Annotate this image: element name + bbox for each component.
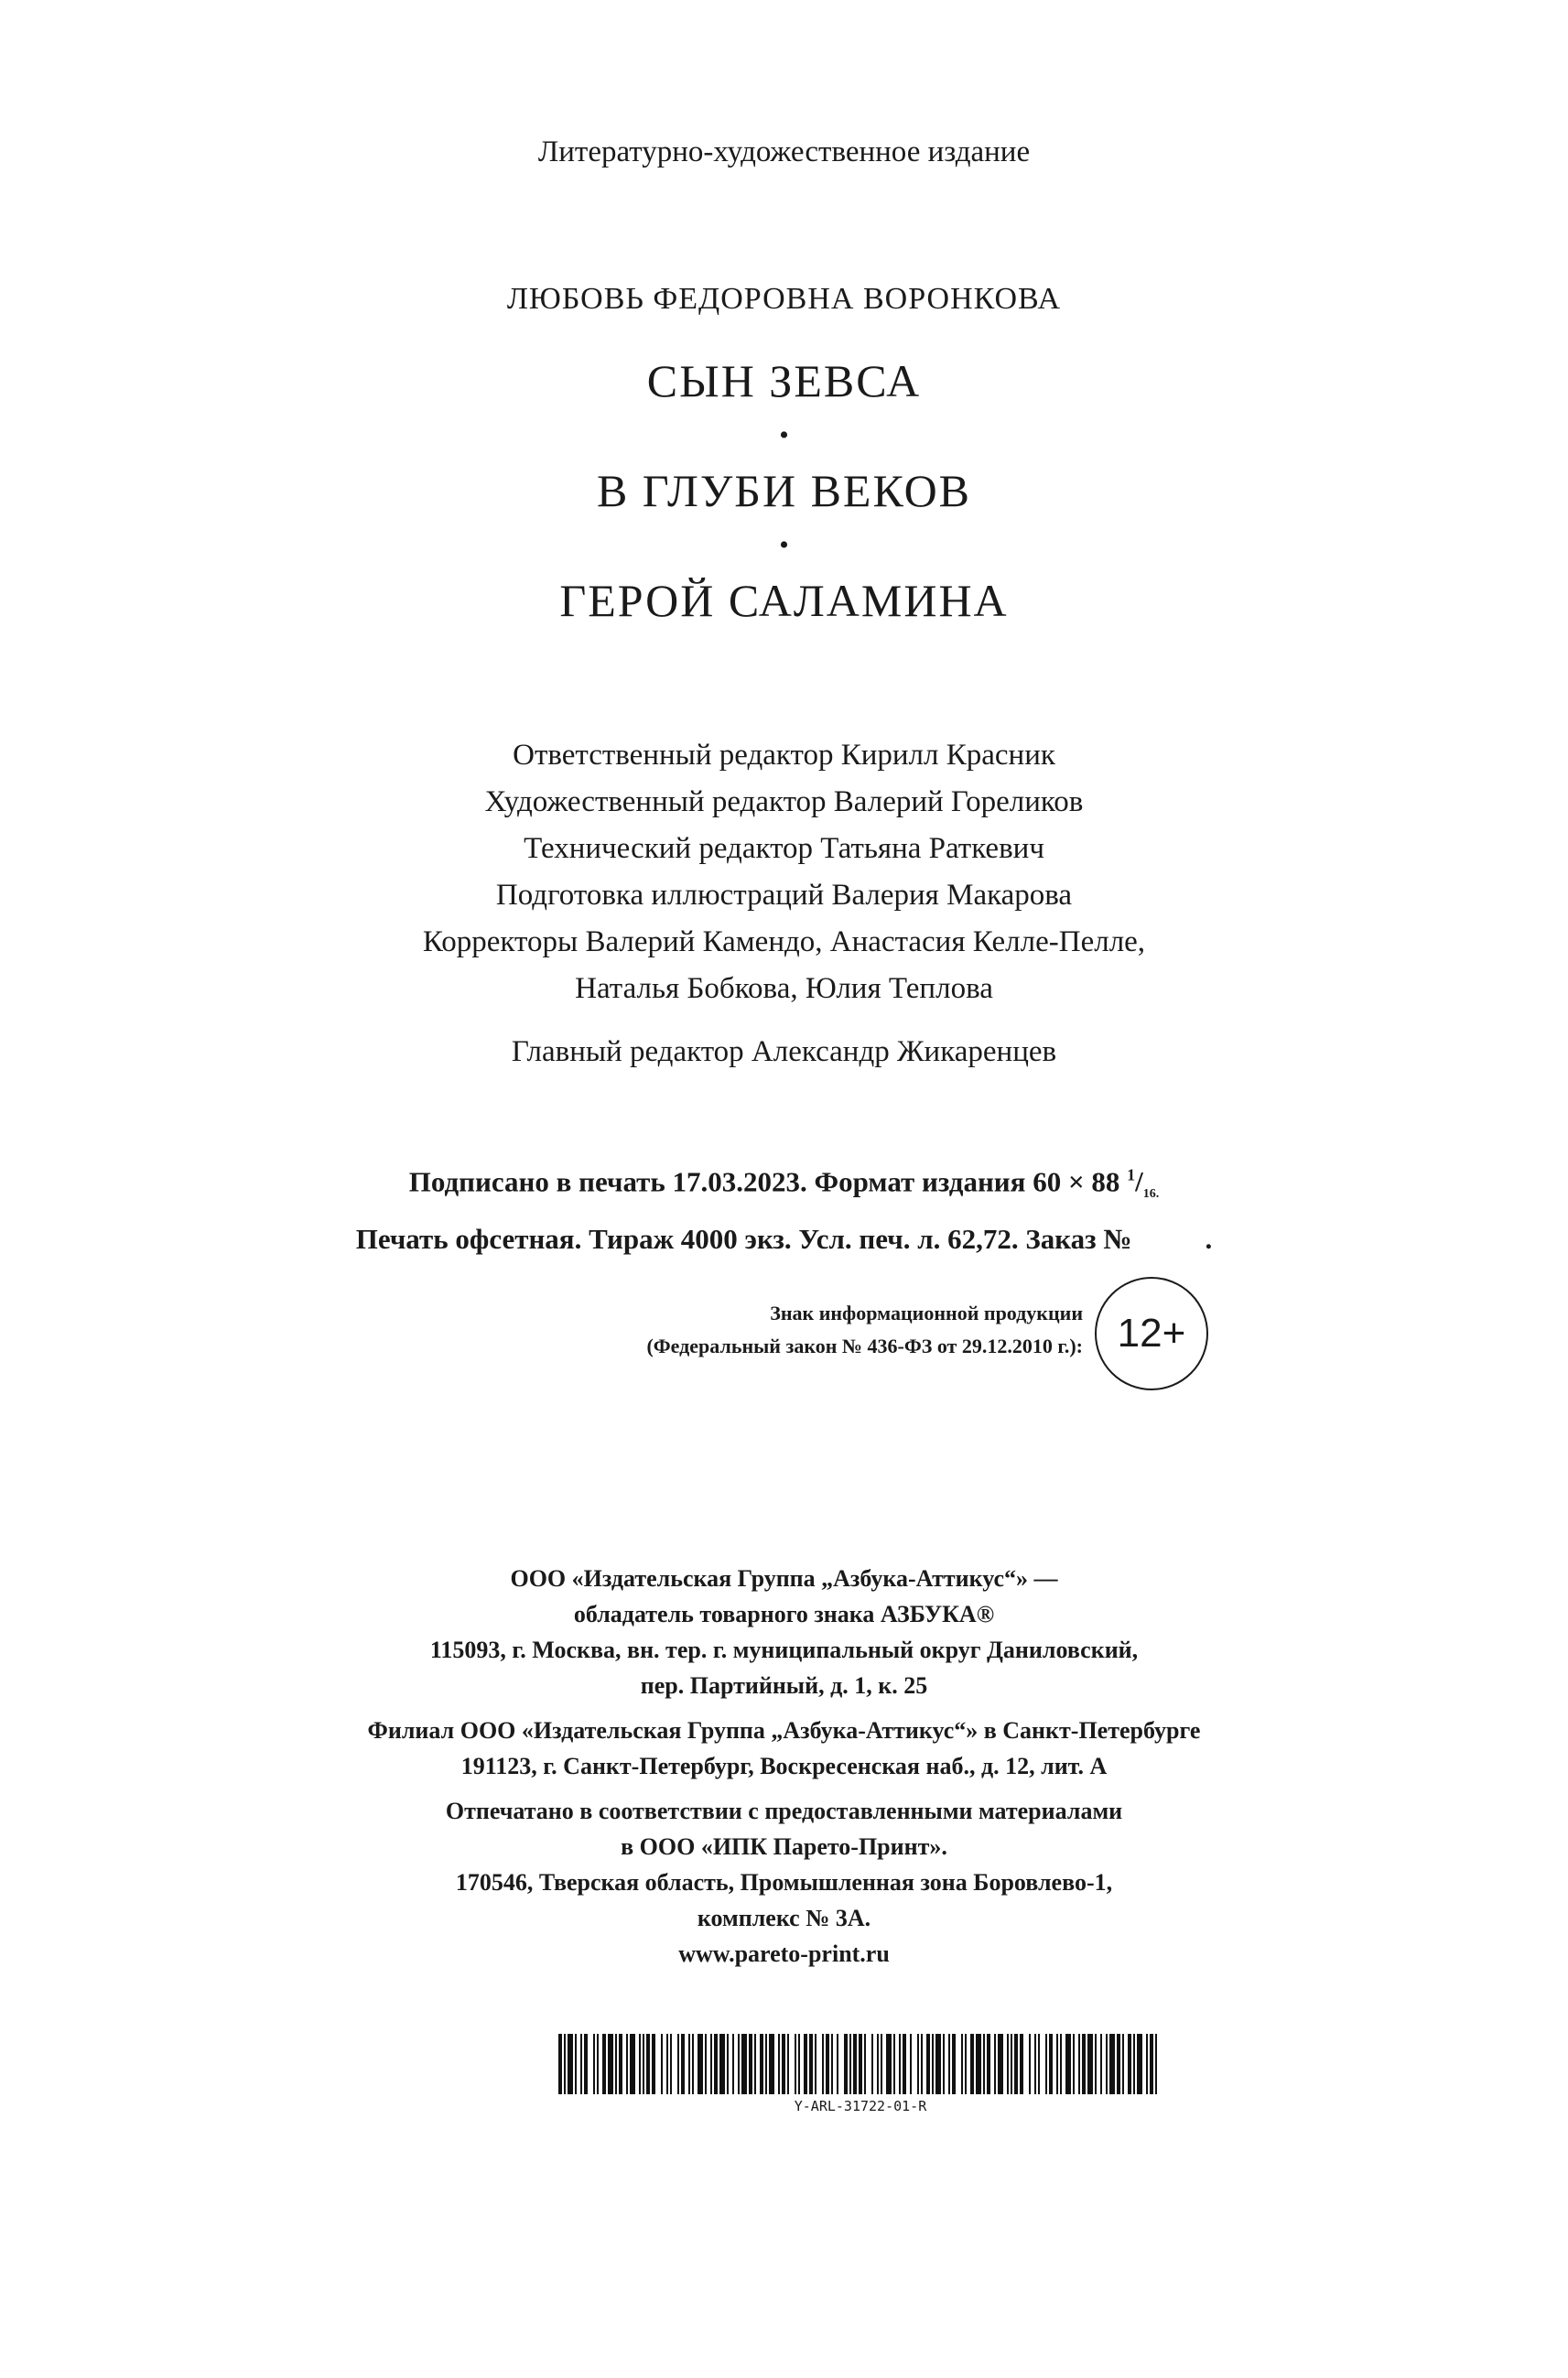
barcode-bar <box>1020 2034 1023 2094</box>
barcode-bar <box>864 2034 866 2094</box>
format-fraction: $^1/_{16.}$ <box>1127 1165 1160 1202</box>
barcode-bar <box>826 2034 829 2094</box>
barcode-bar <box>681 2034 685 2094</box>
barcode-bar <box>983 2034 985 2094</box>
barcode-bar <box>998 2034 1003 2094</box>
barcode-bar <box>853 2034 857 2094</box>
barcode-bar <box>1029 2034 1031 2094</box>
barcode-bar <box>643 2034 644 2094</box>
barcode-bar <box>903 2034 906 2094</box>
barcode-bar <box>1049 2034 1053 2094</box>
barcode-bar <box>666 2034 668 2094</box>
barcode-bar <box>602 2034 606 2094</box>
barcode-bar <box>970 2034 974 2094</box>
illustrations-credit: Подготовка иллюстраций Валерия Макарова <box>495 879 1073 912</box>
barcode-bar <box>782 2034 785 2094</box>
printer-address-1: 170546, Тверская область, Промышленная зона Боровлево-1, <box>455 1869 1113 1896</box>
titles-block <box>0 348 1568 633</box>
print-info-line-2-text: Печать офсетная. Тираж 4000 экз. Усл. печ. л. 62,72. Заказ № <box>355 1222 1132 1255</box>
executive-editor: Ответственный редактор Кирилл Красник <box>513 739 1055 772</box>
barcode-bar <box>738 2034 740 2094</box>
barcode-bar <box>1128 2034 1131 2094</box>
barcode-bar <box>1137 2034 1142 2094</box>
barcode-bar <box>639 2034 641 2094</box>
print-info <box>0 1153 1568 1261</box>
chief-editor: Главный редактор Александр Жикаренцев <box>511 1035 1057 1068</box>
barcode-bar <box>1060 2034 1062 2094</box>
barcode-bar <box>646 2034 650 2094</box>
barcode-bar <box>741 2034 747 2094</box>
barcode-bar <box>859 2034 862 2094</box>
book-title-1: СЫН ЗЕВСА <box>646 355 922 406</box>
barcode-bar <box>1011 2034 1012 2094</box>
barcode-bar <box>877 2034 879 2094</box>
printer-website: www.pareto-print.ru <box>678 1940 890 1967</box>
technical-editor: Технический редактор Татьяна Раткевич <box>524 832 1044 865</box>
barcode-bar <box>952 2034 956 2094</box>
title-separator-2: • <box>779 530 789 560</box>
printer-address-2: комплекс № 3А. <box>697 1905 871 1931</box>
print-info-line-2-end: . <box>1205 1222 1213 1255</box>
barcode-bar <box>697 2034 703 2094</box>
barcode-bar <box>754 2034 756 2094</box>
publisher-line-2: обладатель товарного знака АЗБУКА® <box>573 1601 995 1627</box>
barcode-bar <box>1056 2034 1058 2094</box>
author-name: ЛЮБОВЬ ФЕДОРОВНА ВОРОНКОВА <box>506 282 1062 316</box>
barcode-bar <box>935 2034 941 2094</box>
barcode-bar <box>608 2034 613 2094</box>
barcode-bar <box>688 2034 690 2094</box>
barcode-bar <box>1087 2034 1093 2094</box>
barcode-bar <box>580 2034 582 2094</box>
barcode-bar <box>692 2034 694 2094</box>
age-rating-block <box>0 1277 1568 1396</box>
barcode-bar <box>1122 2034 1124 2094</box>
print-info-line-2 <box>0 1217 1568 1261</box>
barcode-bar <box>804 2034 807 2094</box>
barcode-bar <box>932 2034 934 2094</box>
barcode-bar <box>652 2034 655 2094</box>
correctors-line-1: Корректоры Валерий Камендо, Анастасия Келле-Пелле, <box>422 925 1146 958</box>
barcode-bar <box>1034 2034 1036 2094</box>
title-separator-1: • <box>779 420 789 450</box>
barcode-bar <box>670 2034 672 2094</box>
barcode-bar <box>1109 2034 1115 2094</box>
barcode-bar <box>1146 2034 1148 2094</box>
publisher-line-1: ООО «Издательская Группа „Азбука-Аттикус“» — <box>510 1565 1058 1592</box>
barcode-bar <box>910 2034 912 2094</box>
barcode-bar <box>798 2034 800 2094</box>
barcode-bar <box>710 2034 712 2094</box>
barcode-bar <box>965 2034 967 2094</box>
barcode-bar <box>619 2034 622 2094</box>
barcode-bar <box>1100 2034 1102 2094</box>
book-title-3: ГЕРОЙ САЛАМИНА <box>559 575 1009 626</box>
art-editor: Художественный редактор Валерий Гореликов <box>484 785 1084 818</box>
barcode-bar <box>849 2034 851 2094</box>
barcode-bar <box>705 2034 707 2094</box>
barcode-bar <box>837 2034 838 2094</box>
fraction-numerator: 1 <box>1127 1166 1136 1184</box>
print-info-line-1-text: Подписано в печать 17.03.2023. Формат издания 60 × 88 <box>408 1165 1120 1198</box>
barcode-bar <box>844 2034 848 2094</box>
barcode-bar <box>714 2034 718 2094</box>
barcode-bar <box>1045 2034 1047 2094</box>
barcode-bar <box>795 2034 796 2094</box>
barcode-bar <box>1095 2034 1097 2094</box>
barcode-bar <box>994 2034 996 2094</box>
barcode-bar <box>630 2034 635 2094</box>
barcode-bar <box>778 2034 780 2094</box>
barcode-bar <box>871 2034 873 2094</box>
barcode-bar <box>899 2034 901 2094</box>
barcode-bar <box>926 2034 930 2094</box>
barcode-bar <box>584 2034 588 2094</box>
barcode-bar <box>568 2034 573 2094</box>
barcode-bar <box>1038 2034 1040 2094</box>
barcode-bar <box>1014 2034 1018 2094</box>
barcode <box>558 2034 1162 2116</box>
barcode-bar <box>1073 2034 1075 2094</box>
age-rating-label <box>646 1297 1083 1363</box>
barcode-bar <box>626 2034 628 2094</box>
barcode-bar <box>1007 2034 1009 2094</box>
branch-line: Филиал ООО «Издательская Группа „Азбука-Аттикус“» в Санкт-Петербурге <box>367 1717 1201 1744</box>
barcode-code: Y-ARL-31722-01-R <box>794 2098 927 2114</box>
barcode-bar <box>615 2034 617 2094</box>
barcode-bar <box>948 2034 950 2094</box>
barcode-bar <box>787 2034 789 2094</box>
barcode-bar <box>593 2034 595 2094</box>
barcode-bar <box>1155 2034 1157 2094</box>
age-rating-badge: 12+ <box>1095 1277 1208 1390</box>
printer-line-2: в ООО «ИПК Парето-Принт». <box>621 1833 947 1860</box>
barcode-bar <box>558 2034 562 2094</box>
edition-type: Литературно-художественное издание <box>537 135 1031 168</box>
age-rating-label-line-2: (Федеральный закон № 436-ФЗ от 29.12.2010 г.): <box>646 1335 1083 1357</box>
barcode-bar <box>987 2034 990 2094</box>
barcode-bar <box>809 2034 813 2094</box>
barcode-bar <box>943 2034 945 2094</box>
printer-line-1: Отпечатано в соответствии с предоставленными материалами <box>445 1798 1123 1824</box>
barcode-bar <box>1082 2034 1086 2094</box>
barcode-bar <box>1133 2034 1135 2094</box>
fraction-end: . <box>1155 1187 1160 1202</box>
fraction-denominator: 16 <box>1142 1187 1156 1202</box>
barcode-bar <box>727 2034 729 2094</box>
barcode-bar <box>1065 2034 1071 2094</box>
barcode-bar <box>719 2034 725 2094</box>
barcode-bar <box>564 2034 566 2094</box>
barcode-bar <box>575 2034 577 2094</box>
barcode-bar <box>749 2034 752 2094</box>
barcode-bar <box>917 2034 919 2094</box>
barcode-bar <box>815 2034 816 2094</box>
branch-address: 191123, г. Санкт-Петербург, Воскресенская наб., д. 12, лит. А <box>460 1753 1108 1779</box>
barcode-bar <box>661 2034 663 2094</box>
credits-block <box>0 732 1568 1076</box>
book-title-2: В ГЛУБИ ВЕКОВ <box>596 465 972 516</box>
barcode-bar <box>1117 2034 1120 2094</box>
age-rating-label-line-1: Знак информационной продукции <box>770 1302 1083 1324</box>
barcode-bar <box>1150 2034 1153 2094</box>
barcode-bar <box>1078 2034 1080 2094</box>
barcode-bar <box>1106 2034 1108 2094</box>
barcode-bar <box>893 2034 895 2094</box>
barcode-bar <box>961 2034 963 2094</box>
publisher-address-2: пер. Партийный, д. 1, к. 25 <box>640 1672 928 1699</box>
barcode-bar <box>765 2034 767 2094</box>
barcode-bar <box>822 2034 824 2094</box>
publisher-info <box>0 1561 1568 1972</box>
barcode-graphic <box>558 2034 1162 2094</box>
barcode-bar <box>886 2034 892 2094</box>
barcode-bar <box>597 2034 599 2094</box>
barcode-bar <box>921 2034 923 2094</box>
print-info-line-1 <box>0 1153 1568 1217</box>
barcode-bar <box>976 2034 981 2094</box>
barcode-bar <box>881 2034 882 2094</box>
barcode-bar <box>732 2034 734 2094</box>
barcode-bar <box>769 2034 774 2094</box>
barcode-bar <box>760 2034 763 2094</box>
barcode-bar <box>831 2034 833 2094</box>
publisher-address-1: 115093, г. Москва, вн. тер. г. муниципальный округ Даниловский, <box>429 1637 1139 1663</box>
correctors-line-2: Наталья Бобкова, Юлия Теплова <box>575 972 993 1005</box>
barcode-bar <box>677 2034 679 2094</box>
